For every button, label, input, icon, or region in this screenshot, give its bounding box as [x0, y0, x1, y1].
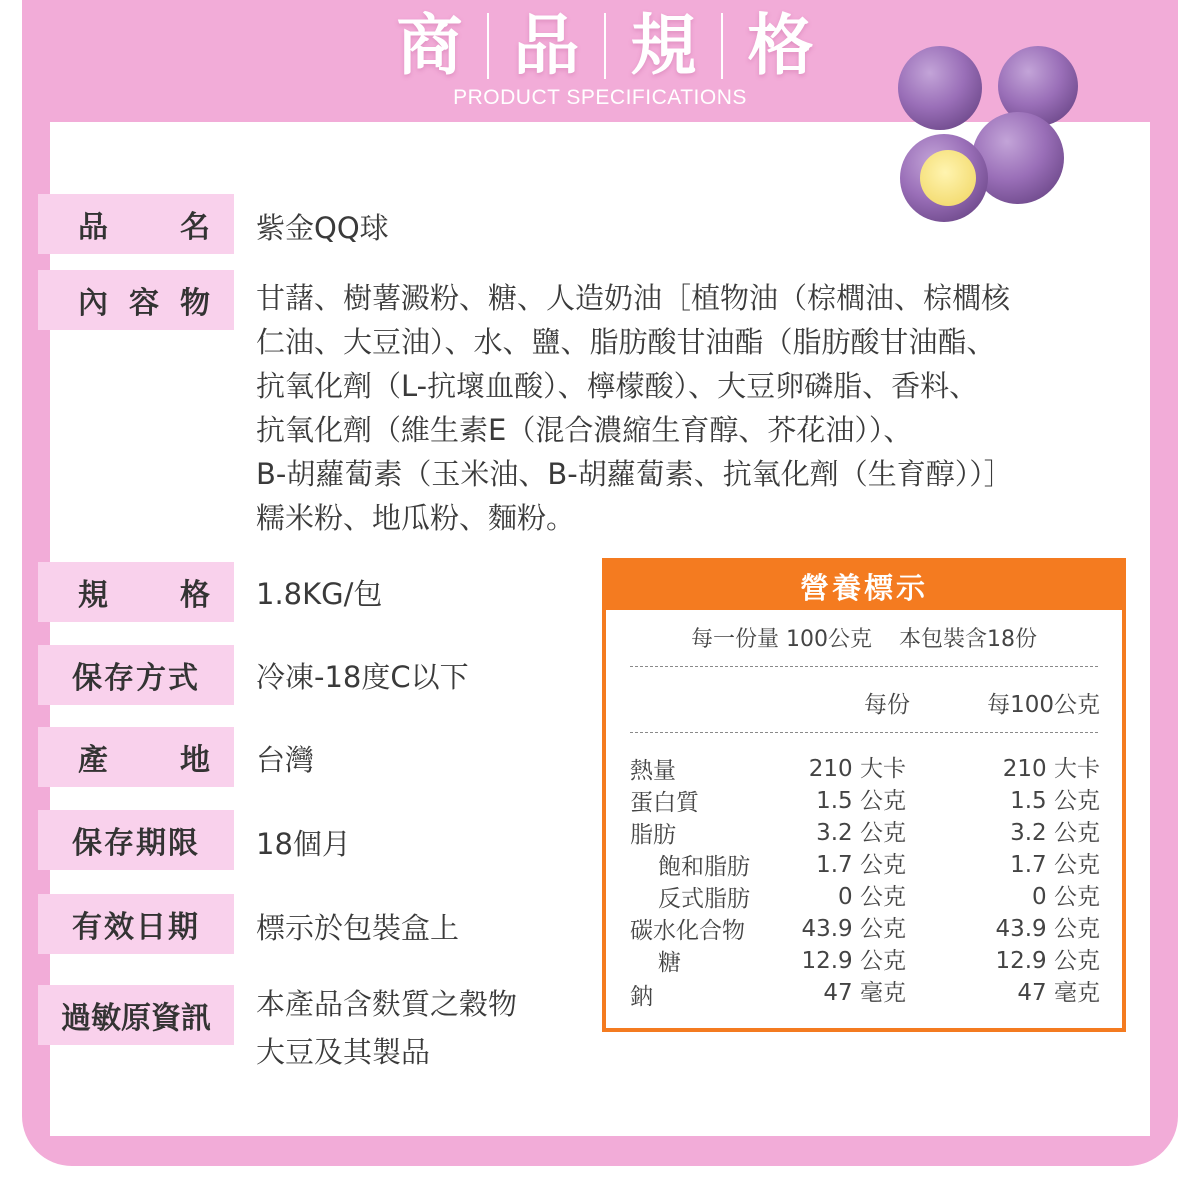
taro-ball-filling — [920, 150, 976, 206]
nutrient-per-serving: 210 大卡 — [808, 756, 906, 782]
page-subtitle: PRODUCT SPECIFICATIONS — [453, 86, 747, 109]
contents-line: 抗氧化劑（L-抗壞血酸）、檸檬酸）、大豆卵磷脂、香料、 — [256, 369, 979, 403]
size-value: 1.8KG/包 — [256, 577, 383, 611]
nutrient-per-serving: 47 毫克 — [823, 980, 906, 1006]
storage-value: 冷凍-18度C以下 — [256, 660, 469, 694]
nutrient-per-100g: 47 毫克 — [1017, 980, 1100, 1006]
nutrient-name: 反式脂肪 — [658, 886, 750, 912]
label-text: 產 — [78, 743, 108, 778]
shelf-life-value: 18個月 — [256, 827, 351, 861]
title-char: 格 — [747, 7, 814, 84]
origin-value: 台灣 — [256, 743, 315, 777]
label-text: 名 — [180, 210, 210, 245]
title-divider — [721, 13, 723, 79]
nutrient-per-100g: 1.7 公克 — [1010, 852, 1100, 878]
serving-size: 每一份量 100公克 — [691, 627, 872, 652]
contents-line: 甘藷、樹薯澱粉、糖、人造奶油［植物油（棕櫚油、棕櫚核 — [256, 281, 1011, 315]
allergen-value — [256, 980, 517, 1076]
label-allergen: 過敏原資訊 — [38, 985, 234, 1045]
nutrient-per-serving: 0 公克 — [838, 884, 906, 910]
nutrient-per-serving: 12.9 公克 — [801, 948, 906, 974]
title-char: 商 — [396, 7, 463, 84]
product-name-value: 紫金QQ球 — [256, 211, 389, 245]
nutrient-name: 碳水化合物 — [630, 918, 745, 944]
title-char: 規 — [630, 7, 697, 84]
label-text: 規 — [78, 578, 108, 613]
nutrient-name: 飽和脂肪 — [658, 854, 750, 880]
serving-info — [606, 622, 1122, 653]
taro-ball — [898, 46, 982, 130]
nutrient-per-serving: 3.2 公克 — [816, 820, 906, 846]
label-text: 格 — [180, 578, 210, 613]
nutrient-per-serving: 43.9 公克 — [801, 916, 906, 942]
nutrient-name: 熱量 — [630, 758, 676, 784]
nutrient-name: 糖 — [658, 950, 681, 976]
nutrient-per-100g: 210 大卡 — [1002, 756, 1100, 782]
contents-line: B-胡蘿蔔素（玉米油、B-胡蘿蔔素、抗氧化劑（生育醇））］ — [256, 457, 1013, 491]
label-text: 品 — [78, 210, 108, 245]
nutrient-name: 脂肪 — [630, 822, 676, 848]
nutrient-per-serving: 1.7 公克 — [816, 852, 906, 878]
contents-line: 仁油、大豆油）、水、鹽、脂肪酸甘油酯（脂肪酸甘油酯、 — [256, 325, 996, 359]
dashed-divider — [630, 732, 1098, 733]
label-text: 容 — [129, 286, 159, 321]
label-contents — [38, 270, 234, 330]
servings-per-pack: 本包裝含18份 — [899, 627, 1037, 652]
nutrient-per-100g: 3.2 公克 — [1010, 820, 1100, 846]
label-storage: 保存方式 — [38, 645, 234, 705]
label-shelf-life: 保存期限 — [38, 810, 234, 870]
label-expiry: 有效日期 — [38, 894, 234, 954]
label-text: 內 — [78, 286, 108, 321]
label-size — [38, 562, 234, 622]
dashed-divider — [630, 666, 1098, 667]
nutrient-per-100g: 43.9 公克 — [995, 916, 1100, 942]
column-per-100g: 每100公克 — [987, 692, 1100, 718]
nutrient-name: 蛋白質 — [630, 790, 699, 816]
label-origin — [38, 727, 234, 787]
contents-line: 糯米粉、地瓜粉、麵粉。 — [256, 501, 576, 535]
taro-balls-image — [892, 40, 1092, 240]
label-text: 地 — [180, 743, 210, 778]
nutrient-per-100g: 0 公克 — [1032, 884, 1100, 910]
allergen-line: 大豆及其製品 — [256, 1035, 431, 1069]
column-per-serving: 每份 — [864, 692, 910, 718]
contents-value — [256, 276, 1136, 540]
title-divider — [487, 13, 489, 79]
nutrition-facts-table — [602, 558, 1126, 1032]
label-text: 物 — [180, 286, 210, 321]
expiry-value: 標示於包裝盒上 — [256, 911, 460, 945]
title-char: 品 — [513, 7, 580, 84]
title-divider — [604, 13, 606, 79]
nutrient-name: 鈉 — [630, 984, 653, 1010]
nutrient-per-100g: 12.9 公克 — [995, 948, 1100, 974]
page-title — [380, 2, 830, 90]
allergen-line: 本產品含麩質之穀物 — [256, 987, 518, 1021]
nutrition-title: 營養標示 — [606, 562, 1122, 610]
label-product-name — [38, 194, 234, 254]
contents-line: 抗氧化劑（維生素E（混合濃縮生育醇、芥花油））、 — [256, 413, 913, 447]
nutrient-per-100g: 1.5 公克 — [1010, 788, 1100, 814]
nutrient-per-serving: 1.5 公克 — [816, 788, 906, 814]
